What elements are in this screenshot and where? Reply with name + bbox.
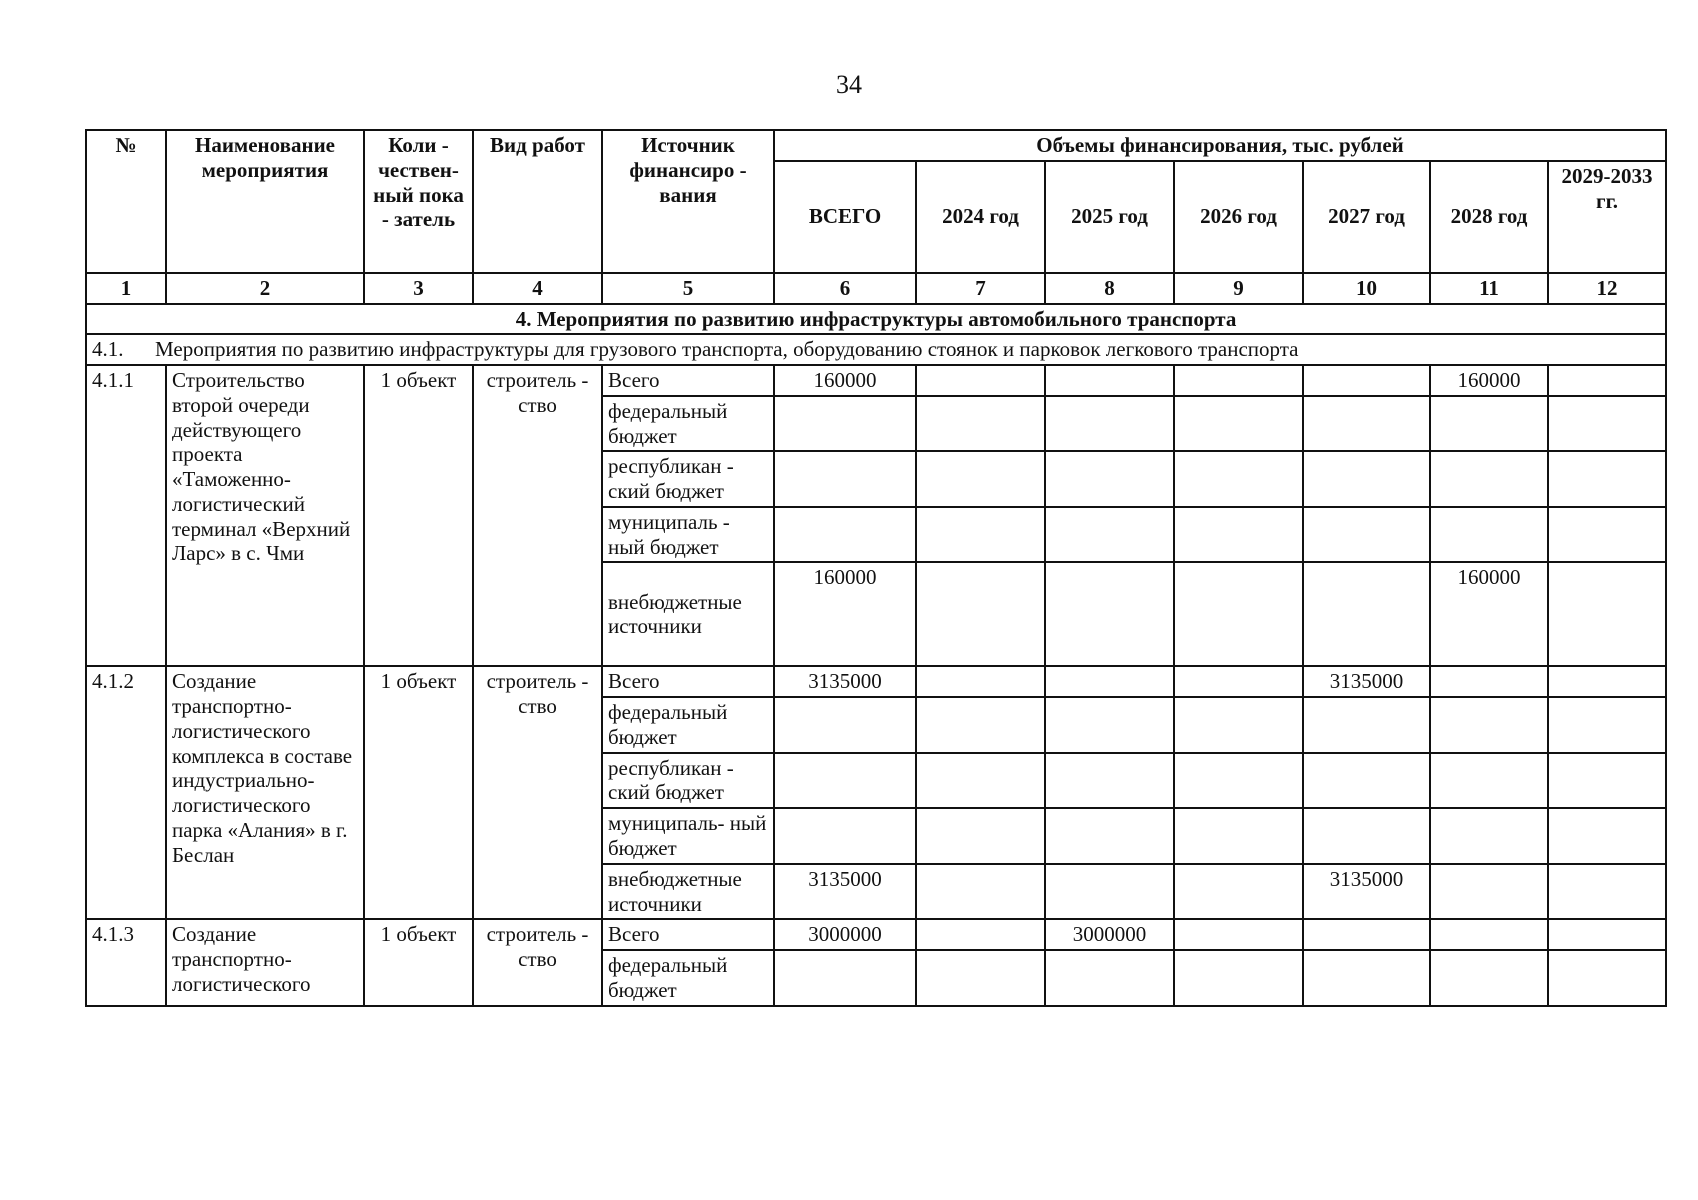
financing-table bbox=[85, 129, 1667, 1007]
value-cell bbox=[1045, 864, 1174, 920]
value-cell bbox=[1045, 507, 1174, 563]
value-cell bbox=[1174, 864, 1303, 920]
value-cell bbox=[916, 950, 1045, 1006]
source-cell: федеральный бюджет bbox=[602, 396, 774, 452]
value-cell bbox=[1548, 666, 1666, 697]
column-number: 6 bbox=[774, 273, 916, 304]
value-cell bbox=[1045, 666, 1174, 697]
header-2028: 2028 год bbox=[1430, 161, 1548, 273]
value-cell bbox=[1548, 808, 1666, 864]
value-cell bbox=[916, 753, 1045, 809]
value-cell bbox=[1174, 365, 1303, 396]
value-cell bbox=[1045, 451, 1174, 507]
subsection-text: Мероприятия по развитию инфраструктуры для грузового транспорта, оборудованию стоянок и парковок легкового транспорта bbox=[155, 337, 1299, 362]
column-number: 12 bbox=[1548, 273, 1666, 304]
value-cell: 160000 bbox=[1430, 365, 1548, 396]
value-cell bbox=[774, 808, 916, 864]
source-cell: республикан - ский бюджет bbox=[602, 753, 774, 809]
value-cell bbox=[916, 864, 1045, 920]
value-cell bbox=[1430, 919, 1548, 950]
value-cell bbox=[1548, 697, 1666, 753]
column-number: 3 bbox=[364, 273, 473, 304]
value-cell bbox=[774, 697, 916, 753]
value-cell bbox=[1548, 864, 1666, 920]
header-source: Источник финансиро - вания bbox=[602, 130, 774, 273]
value-cell bbox=[1303, 919, 1430, 950]
value-cell: 3135000 bbox=[774, 864, 916, 920]
value-cell: 3000000 bbox=[1045, 919, 1174, 950]
value-cell bbox=[1430, 396, 1548, 452]
subsection-title bbox=[86, 334, 1666, 365]
header-qty: Коли - чествен- ный пока - затель bbox=[364, 130, 473, 273]
source-cell: Всего bbox=[602, 919, 774, 950]
value-cell bbox=[1548, 365, 1666, 396]
source-cell: муниципаль- ный бюджет bbox=[602, 808, 774, 864]
value-cell bbox=[1174, 562, 1303, 666]
value-cell bbox=[916, 365, 1045, 396]
source-cell: Всего bbox=[602, 666, 774, 697]
value-cell bbox=[1548, 950, 1666, 1006]
value-cell bbox=[1548, 396, 1666, 452]
value-cell bbox=[1303, 697, 1430, 753]
column-number: 9 bbox=[1174, 273, 1303, 304]
header-2025: 2025 год bbox=[1045, 161, 1174, 273]
value-cell bbox=[916, 507, 1045, 563]
value-cell bbox=[1430, 950, 1548, 1006]
header-2026: 2026 год bbox=[1174, 161, 1303, 273]
value-cell bbox=[1548, 753, 1666, 809]
column-number: 8 bbox=[1045, 273, 1174, 304]
header-name: Наименование мероприятия bbox=[166, 130, 364, 273]
column-number: 7 bbox=[916, 273, 1045, 304]
value-cell bbox=[1045, 950, 1174, 1006]
item-number: 4.1.3 bbox=[86, 919, 166, 1005]
value-cell bbox=[1548, 451, 1666, 507]
value-cell: 3000000 bbox=[774, 919, 916, 950]
table-row bbox=[86, 666, 1666, 697]
value-cell: 3135000 bbox=[1303, 666, 1430, 697]
item-qty: 1 объект bbox=[364, 365, 473, 666]
value-cell bbox=[916, 697, 1045, 753]
value-cell bbox=[774, 507, 916, 563]
value-cell bbox=[916, 451, 1045, 507]
value-cell: 160000 bbox=[1430, 562, 1548, 666]
value-cell bbox=[1303, 950, 1430, 1006]
value-cell bbox=[1174, 950, 1303, 1006]
header-work: Вид работ bbox=[473, 130, 602, 273]
value-cell bbox=[1430, 697, 1548, 753]
item-qty: 1 объект bbox=[364, 919, 473, 1005]
value-cell bbox=[1548, 919, 1666, 950]
value-cell bbox=[1174, 697, 1303, 753]
page-number: 34 bbox=[836, 70, 862, 99]
value-cell bbox=[1303, 396, 1430, 452]
source-cell: республикан - ский бюджет bbox=[602, 451, 774, 507]
value-cell bbox=[1430, 451, 1548, 507]
value-cell bbox=[1303, 808, 1430, 864]
value-cell bbox=[1303, 507, 1430, 563]
value-cell bbox=[1548, 562, 1666, 666]
item-work: строитель - ство bbox=[473, 919, 602, 1005]
value-cell bbox=[916, 396, 1045, 452]
source-cell: внебюджетные источники bbox=[602, 864, 774, 920]
value-cell: 160000 bbox=[774, 365, 916, 396]
source-cell: Всего bbox=[602, 365, 774, 396]
item-number: 4.1.1 bbox=[86, 365, 166, 666]
value-cell bbox=[1430, 808, 1548, 864]
value-cell bbox=[774, 451, 916, 507]
value-cell bbox=[1174, 451, 1303, 507]
header-2024: 2024 год bbox=[916, 161, 1045, 273]
value-cell bbox=[1430, 753, 1548, 809]
column-number: 2 bbox=[166, 273, 364, 304]
column-number: 5 bbox=[602, 273, 774, 304]
source-cell: федеральный бюджет bbox=[602, 697, 774, 753]
subsection-number: 4.1. bbox=[92, 337, 124, 362]
value-cell bbox=[1303, 562, 1430, 666]
column-numbers-row bbox=[86, 273, 1666, 304]
value-cell bbox=[916, 808, 1045, 864]
value-cell bbox=[1548, 507, 1666, 563]
value-cell bbox=[1045, 365, 1174, 396]
item-name: Создание транспортно-логистического комплекса в составе индустриально-логистического парка «Алания» в г. Беслан bbox=[166, 666, 364, 919]
section-title: 4. Мероприятия по развитию инфраструктуры автомобильного транспорта bbox=[86, 304, 1666, 335]
table-row bbox=[86, 919, 1666, 950]
value-cell bbox=[1430, 864, 1548, 920]
value-cell bbox=[1045, 808, 1174, 864]
value-cell bbox=[1174, 507, 1303, 563]
value-cell bbox=[1174, 666, 1303, 697]
header-total: ВСЕГО bbox=[774, 161, 916, 273]
item-number: 4.1.2 bbox=[86, 666, 166, 919]
item-work: строитель - ство bbox=[473, 666, 602, 919]
value-cell bbox=[916, 666, 1045, 697]
table-row bbox=[86, 365, 1666, 396]
value-cell: 160000 bbox=[774, 562, 916, 666]
value-cell: 3135000 bbox=[774, 666, 916, 697]
value-cell bbox=[1430, 507, 1548, 563]
item-name: Создание транспортно-логистического bbox=[166, 919, 364, 1005]
value-cell bbox=[1045, 753, 1174, 809]
value-cell bbox=[1303, 365, 1430, 396]
value-cell bbox=[916, 562, 1045, 666]
source-cell: внебюджетные источники bbox=[602, 562, 774, 666]
value-cell bbox=[1303, 753, 1430, 809]
value-cell bbox=[1174, 919, 1303, 950]
item-name: Строительство второй очереди действующего проекта «Таможенно-логистический терминал «Верхний Ларс» в с. Чми bbox=[166, 365, 364, 666]
header-2027: 2027 год bbox=[1303, 161, 1430, 273]
header-no: № bbox=[86, 130, 166, 273]
column-number: 1 bbox=[86, 273, 166, 304]
column-number: 4 bbox=[473, 273, 602, 304]
value-cell bbox=[1174, 808, 1303, 864]
value-cell bbox=[1174, 396, 1303, 452]
value-cell bbox=[774, 396, 916, 452]
value-cell bbox=[1045, 396, 1174, 452]
value-cell bbox=[774, 753, 916, 809]
item-qty: 1 объект bbox=[364, 666, 473, 919]
header-volumes: Объемы финансирования, тыс. рублей bbox=[774, 130, 1666, 161]
value-cell bbox=[1045, 697, 1174, 753]
header-2029-2033: 2029-2033 гг. bbox=[1548, 161, 1666, 273]
item-work: строитель - ство bbox=[473, 365, 602, 666]
source-cell: муниципаль - ный бюджет bbox=[602, 507, 774, 563]
value-cell bbox=[1174, 753, 1303, 809]
value-cell bbox=[916, 919, 1045, 950]
value-cell bbox=[1045, 562, 1174, 666]
column-number: 11 bbox=[1430, 273, 1548, 304]
value-cell bbox=[774, 950, 916, 1006]
value-cell: 3135000 bbox=[1303, 864, 1430, 920]
column-number: 10 bbox=[1303, 273, 1430, 304]
source-cell: федеральный бюджет bbox=[602, 950, 774, 1006]
value-cell bbox=[1430, 666, 1548, 697]
value-cell bbox=[1303, 451, 1430, 507]
